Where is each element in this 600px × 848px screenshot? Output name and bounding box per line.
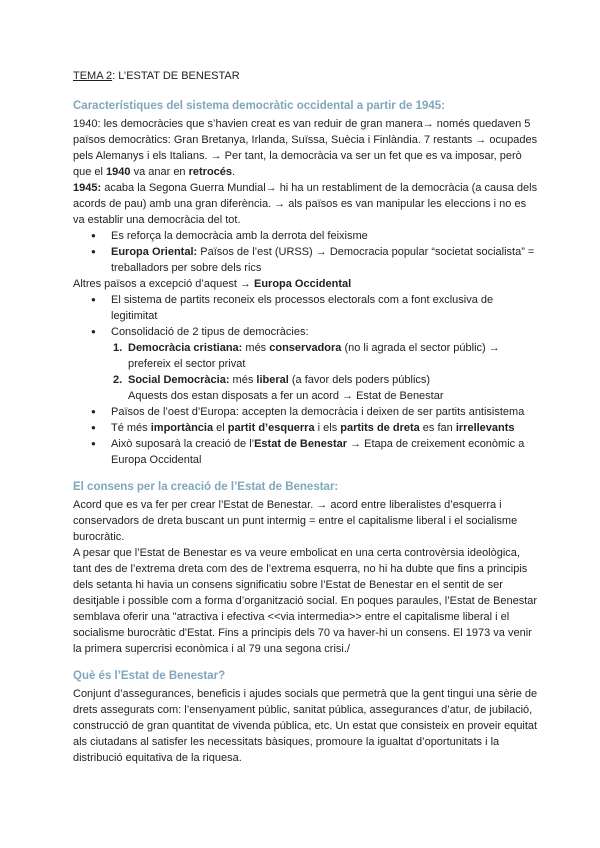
section1-paragraph-altres: Altres països a excepció d’aquest → Europa Occidental [73, 278, 352, 290]
list-item: 2. Social Democràcia: més liberal (a favor dels poders públics) [113, 374, 431, 386]
bullet-list-b [73, 292, 540, 340]
list-item: ● Països de l’oest d’Europa: accepten la democràcia i deixen de ser partits antisistema [101, 404, 540, 420]
list-item: ● Es reforça la democràcia amb la derrota del feixisme [101, 228, 540, 244]
section3-heading: Què és l’Estat de Benestar? [73, 670, 226, 682]
list-item: ● El sistema de partits reconeix els processos electorals com a font exclusiva de legitimitat [101, 292, 540, 324]
section2-paragraph-2: A pesar que l’Estat de Benestar es va veure embolicat en una certa controvèrsia ideològica, tant des de l’extrema dreta com des de l’extrema esquerra, no hi ha dubte que fins a principis dels setanta hi havia un consens significatiu sobre l’Estat de Benestar en el sentit de ser desitjable i possible com a forma d’organització social. En poques paraules, l’Estat de Benestar semblava oferir una "atractiva i efectiva <<via intermedia>> entre el capitalisme liberal i el socialisme burocràtic d'Estat. Fins a principis dels 70 va haver-hi un consens. El 1973 va venir la primera supercrisi econòmica i al 79 una segona crisi./ [73, 547, 538, 655]
section1-paragraph-1940: 1940: les democràcies que s’havien creat es van reduir de gran manera→ només quedaven 5 països democràtics: Gran Bretanya, Irlanda, Suïssa, Suècia i Finlàndia. 7 restants → ocupades pels Alemanys i els Italians. → Per tant, la democràcia va ser un fet que es va imposar, però que el 1940 va anar en retrocés. [73, 118, 538, 178]
list-item: ● Té més importància el partit d’esquerra i els partits de dreta es fan irrellevants [101, 420, 540, 436]
bullet-list-a [73, 228, 540, 276]
section2-paragraph-1: Acord que es va fer per crear l’Estat de Benestar. → acord entre liberalistes d’esquerra i conservadors de dreta buscant un punt intermig = entre el capitalisme liberal i el socialisme burocràtic. [73, 499, 518, 543]
list-item: ● Europa Oriental: Països de l’est (URSS) → Democracia popular “societat socialista” = treballadors per sobre dels rics [101, 244, 540, 276]
section3-paragraph-1: Conjunt d’assegurances, beneficis i ajudes socials que permetrà que la gent tingui una sèrie de drets assegurats com: l’ensenyament públic, sanitat pública, assegurances d’atur, de jubilació, construcció de gran quantitat de vivenda pública, etc. Un estat que consisteix en proveir equitat als ciutadans al satisfer les necessitats bàsiques, promoure la igualtat d’oportunitats i la distribució equitativa de la riquesa. [73, 688, 538, 764]
title-topic: TEMA 2 [73, 70, 113, 82]
list-item: ● Això suposarà la creació de l’Estat de Benestar → Etapa de creixement econòmic a Europa Occidental [101, 436, 540, 468]
list-item: 1. Democràcia cristiana: més conservadora (no li agrada el sector públic) → prefereix el sector privat [113, 342, 500, 370]
title-text: : L’ESTAT DE BENESTAR [112, 70, 240, 82]
bullet-list-c [73, 404, 540, 468]
list-item: ● Consolidació de 2 tipus de democràcies: [101, 324, 540, 340]
document-title [73, 69, 540, 83]
section1-paragraph-1945: 1945: acaba la Segona Guerra Mundial→ hi ha un restabliment de la democràcia (a causa dels acords de pau) amb una gran diferència. → als països es van manipular les eleccions i no es va establir una democràcia del tot. [73, 182, 538, 226]
numbered-list [73, 340, 540, 388]
section2-heading: El consens per la creació de l’Estat de Benestar: [73, 481, 339, 493]
numbered-list-note: Aquests dos estan disposats a fer un acord → Estat de Benestar [128, 390, 444, 402]
section1-heading: Característiques del sistema democràtic occidental a partir de 1945: [73, 100, 445, 112]
